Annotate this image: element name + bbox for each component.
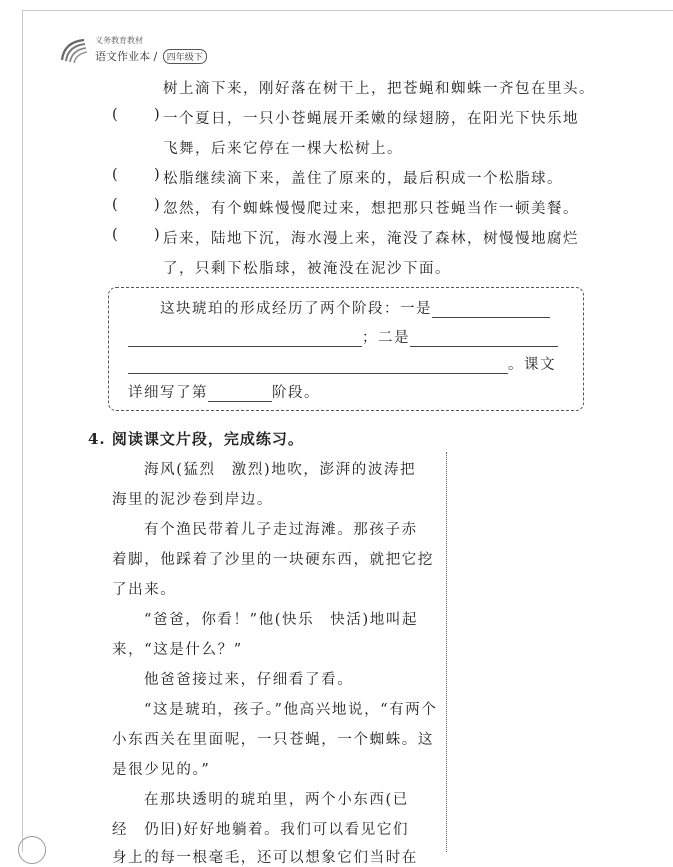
ordering-item-cont: 了，只剩下松脂球，被淹没在泥沙下面。 [163, 261, 451, 277]
summary-text-3 [128, 353, 556, 374]
passage-line: 来，“这是什么？” [112, 642, 243, 658]
ordering-item: 松脂继续滴下来，盖住了原来的，最后积成一个松脂球。 [163, 171, 563, 187]
summary-text-2 [128, 326, 558, 347]
series-tag: 义务教育教材 [95, 36, 143, 45]
question-title: 阅读课文片段，完成练习。 [111, 430, 304, 448]
passage-line: 身上的每一根毫毛，还可以想象它们当时在 [112, 850, 418, 866]
dotted-divider [446, 452, 447, 852]
passage-line: 他爸爸接过来，仔细看了看。 [144, 672, 354, 688]
summary-prompt-2: ；二是 [362, 330, 410, 346]
publisher-logo-icon [58, 34, 92, 68]
summary-prompt-3: 。课文 [508, 357, 556, 373]
passage-line: 着脚，他踩着了沙里的一块硬东西，就把它挖 [112, 552, 434, 568]
ordering-item-cont: 飞舞，后来它停在一棵大松树上。 [163, 141, 403, 157]
grade-badge: 四年级下 [163, 49, 207, 64]
passage-line: 海里的泥沙卷到岸边。 [112, 492, 273, 508]
passage-line: 有个渔民带着儿子走过海滩。那孩子赤 [144, 522, 418, 538]
page-corner-mark [18, 836, 46, 864]
passage-line: 了出来。 [112, 582, 177, 598]
continued-line: 树上滴下来，刚好落在树干上，把苍蝇和蜘蛛一齐包在里头。 [163, 81, 595, 97]
ordering-item: 一个夏日，一只小苍蝇展开柔嫩的绿翅膀，在阳光下快乐地 [163, 111, 579, 127]
ordering-item: 忽然，有个蜘蛛慢慢爬过来，想把那只苍蝇当作一顿美餐。 [163, 201, 579, 217]
book-title-text: 语文作业本 / [95, 50, 161, 63]
answer-paren-open: ( [112, 107, 118, 123]
passage-line: 在那块透明的琥珀里，两个小东西(已 [144, 792, 409, 808]
blank-stage-one[interactable] [432, 303, 550, 318]
summary-prompt-5: 阶段。 [272, 385, 320, 401]
summary-text-1 [160, 297, 550, 318]
answer-paren-open: ( [112, 167, 118, 183]
passage-line: 经 仍旧)好好地躺着。我们可以看见它们 [112, 822, 410, 838]
summary-prompt-1: 这块琥珀的形成经历了两个阶段：一是 [160, 301, 432, 317]
question-4-heading [88, 428, 304, 449]
passage-line: 是很少见的。” [112, 762, 211, 778]
summary-prompt-4: 详细写了第 [128, 385, 208, 401]
answer-paren-close: ) [154, 167, 160, 183]
answer-paren-close: ) [154, 197, 160, 213]
passage-line: “这是琥珀，孩子。”他高兴地说，“有两个 [144, 702, 438, 718]
ordering-item: 后来，陆地下沉，海水漫上来，淹没了森林，树慢慢地腐烂 [163, 231, 579, 247]
answer-paren-close: ) [154, 107, 160, 123]
summary-text-4 [128, 381, 320, 402]
answer-paren-close: ) [154, 227, 160, 243]
passage-line: 海风(猛烈 激烈)地吹，澎湃的波涛把 [144, 462, 417, 478]
passage-line: 小东西关在里面呢，一只苍蝇，一个蜘蛛。这 [112, 732, 434, 748]
blank-stage-two-cont[interactable] [128, 359, 508, 374]
passage-line: “爸爸，你看！”他(快乐 快活)地叫起 [144, 612, 419, 628]
blank-stage-two[interactable] [410, 332, 558, 347]
question-number: 4. [88, 430, 106, 448]
blank-detailed-stage[interactable] [208, 387, 272, 402]
answer-paren-open: ( [112, 227, 118, 243]
blank-stage-one-cont[interactable] [128, 332, 362, 347]
answer-paren-open: ( [112, 197, 118, 213]
book-title [95, 48, 207, 64]
